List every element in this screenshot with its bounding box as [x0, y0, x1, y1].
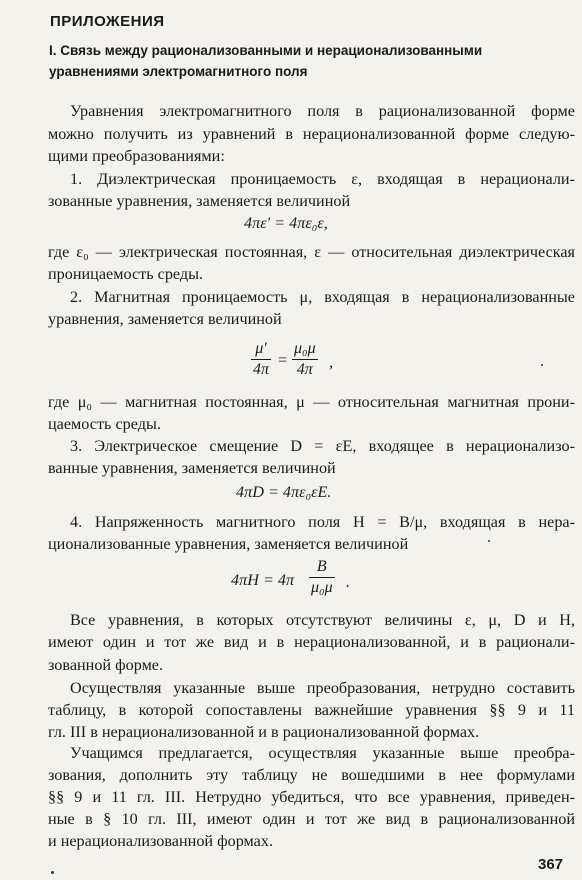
appendix-heading: ПРИЛОЖЕНИЯ — [50, 13, 165, 30]
all-equations-line-2: имеют один и тот же вид и в нерационализованной, и в рационали- — [48, 633, 575, 651]
table-para-line-1: Осуществляя указанные выше преобразования, нетрудно составить — [70, 679, 575, 697]
item-4-line-1: 4. Напряженность магнитного поля H = B/μ, входящая в нера- — [70, 513, 575, 531]
item-2-line-2: уравнения, заменяется величиной — [48, 310, 282, 328]
item-1-line-2: зованные уравнения, заменяется величиной — [48, 192, 351, 210]
item-3-line-2: ванные уравнения, заменяется величиной — [48, 459, 336, 477]
students-para-line-1: Учащимся предлагается, осуществляя указанные выше преобра- — [70, 744, 575, 762]
scan-speck — [488, 540, 490, 542]
item-1-after-line-2: проницаемость среды. — [48, 265, 204, 283]
equation-2-lhs-denominator: 4π — [253, 361, 270, 378]
section-title-line-2: уравнениями электромагнитного поля — [49, 64, 308, 79]
item-2-line-1: 2. Магнитная проницаемость μ, входящая в нерационализованные — [70, 288, 575, 306]
page-number: 367 — [538, 856, 564, 873]
equation-4-lhs: 4πH = 4π — [231, 571, 295, 589]
intro-line-1: Уравнения электромагнитного поля в рационализованной форме — [70, 102, 575, 120]
equation-2-rhs-fraction — [292, 340, 318, 379]
item-2-after-line-2: цаемость среды. — [48, 415, 161, 433]
equation-2-comma: , — [329, 353, 334, 371]
equation-4-period: . — [346, 573, 351, 591]
equation-2-lhs-numerator: μ′ — [255, 340, 267, 357]
all-equations-line-1: Все уравнения, в которых отсутствуют величины ε, μ, D и H, — [70, 611, 575, 629]
item-2-after-line-1: где μ₀ — магнитная постоянная, μ — относительная магнитная прони- — [48, 393, 575, 411]
table-para-line-3: гл. III в нерационализованной и в рационализованной формах. — [48, 723, 480, 741]
intro-line-2: можно получить из уравнений в нерационализованной форме следую- — [48, 125, 575, 143]
students-para-line-3: §§ 9 и 11 гл. III. Нетрудно убедиться, что все уравнения, приведен- — [48, 788, 575, 806]
equation-3: 4πD = 4πε₀εE. — [236, 483, 332, 501]
item-3-line-1: 3. Электрическое смещение D = εE, входящее в нерационализо- — [70, 437, 575, 455]
students-para-line-4: ные в § 10 гл. III, имеют один и тот же вид в рационализованной — [48, 810, 575, 828]
equation-1: 4πε′ = 4πε₀ε, — [244, 214, 328, 232]
section-title-line-1: I. Связь между рационализованными и нерационализованными — [49, 43, 483, 58]
item-4-line-2: ционализованные уравнения, заменяется величиной — [48, 535, 409, 553]
intro-line-3: щими преобразованиями: — [48, 147, 225, 165]
students-para-line-2: зования, дополнить эту таблицу не вошедшими в нее формулами — [48, 766, 575, 784]
equation-2-equals: = — [277, 351, 288, 369]
all-equations-line-3: зованной форме. — [48, 656, 164, 674]
table-para-line-2: таблицу, в которой сопоставлены важнейшие уравнения §§ 9 и 11 — [48, 701, 575, 719]
equation-2-rhs-numerator: μ₀μ — [294, 340, 316, 357]
scan-speck — [51, 871, 54, 874]
equation-4-numerator: B — [316, 558, 327, 575]
students-para-line-5: и нерационализованной формах. — [48, 832, 274, 850]
equation-4-fraction — [309, 558, 335, 597]
equation-2-rhs-denominator: 4π — [292, 359, 318, 379]
scan-speck — [541, 364, 543, 366]
item-1-after-line-1: где ε₀ — электрическая постоянная, ε — относительная диэлектрическая — [48, 243, 575, 261]
equation-4-denominator: μ₀μ — [311, 579, 333, 596]
equation-2-lhs-fraction — [251, 340, 271, 379]
item-1-line-1: 1. Диэлектрическая проницаемость ε, входящая в нерационали- — [70, 170, 575, 188]
